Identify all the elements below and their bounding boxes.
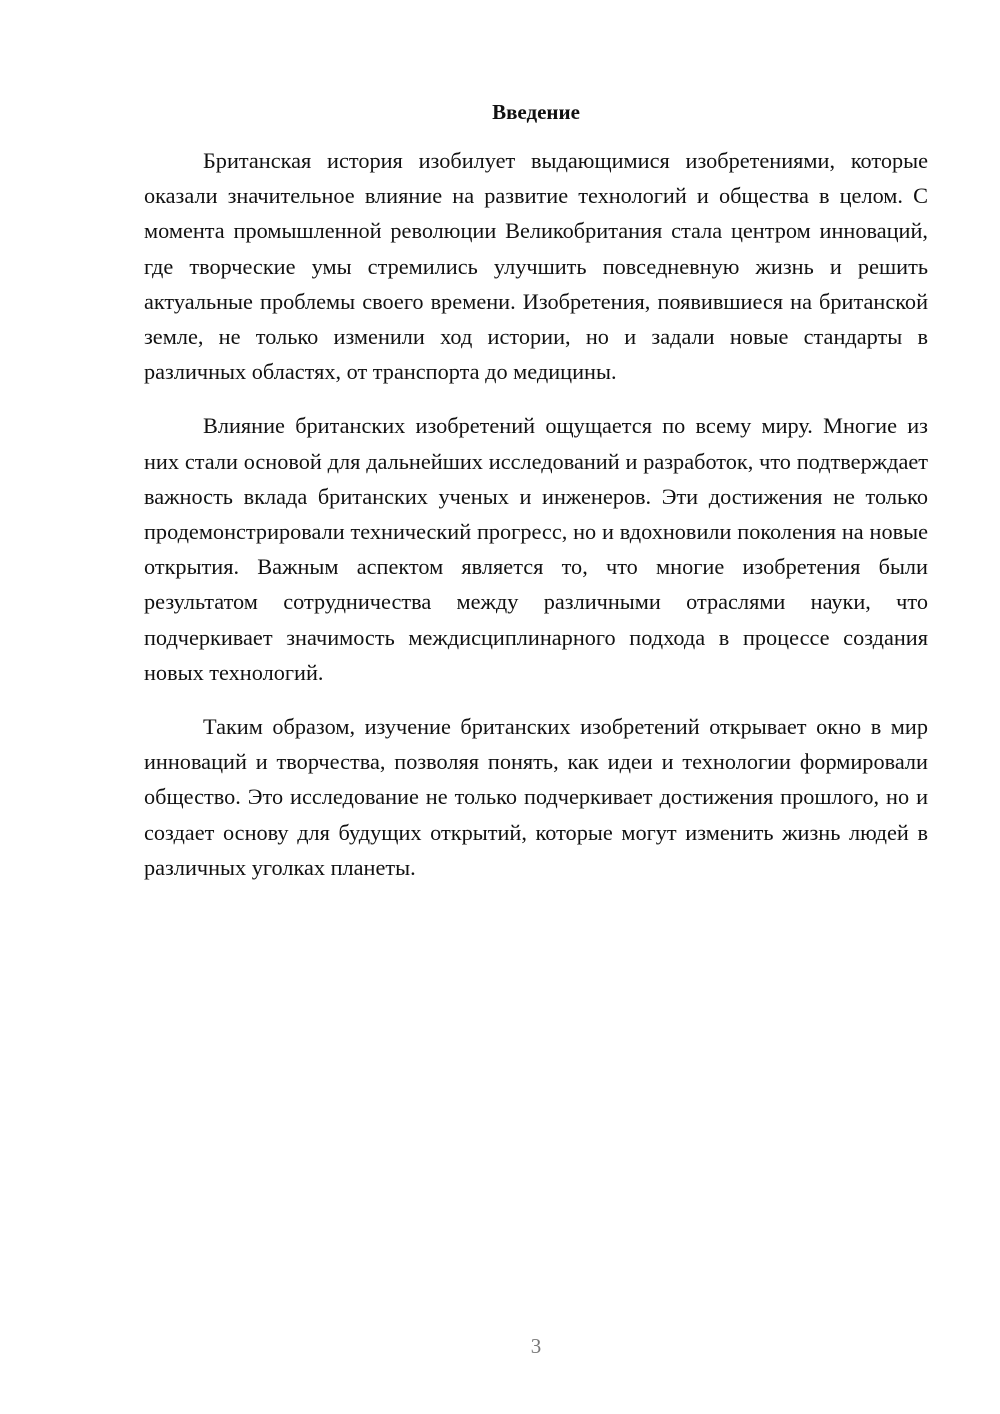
paragraph-3: Таким образом, изучение британских изобретений открывает окно в мир инноваций и творчества, позволяя понять, как идеи и технологии формировали общество. Это исследование не только подчеркивает достижения прошлого, но и создает основу для будущих открытий, которые могут изменить жизнь людей в различных уголках планеты. xyxy=(144,714,928,880)
paragraph-1: Британская история изобилует выдающимися изобретениями, которые оказали значительное влияние на развитие технологий и общества в целом. С момента промышленной революции Великобритания стала центром инноваций, где творческие умы стремились улучшить повседневную жизнь и решить актуальные проблемы своего времени. Изобретения, появившиеся на британской земле, не только изменили ход истории, но и задали новые стандарты в различных областях, от транспорта до медицины. xyxy=(144,148,928,385)
body-text xyxy=(144,143,928,904)
paragraph-2: Влияние британских изобретений ощущается по всему миру. Многие из них стали основой для дальнейших исследований и разработок, что подтверждает важность вклада британских ученых и инженеров. Эти достижения не только продемонстрировали технический прогресс, но и вдохновили поколения на новые открытия. Важным аспектом является то, что многие изобретения были результатом сотрудничества между различными отраслями науки, что подчеркивает значимость междисциплинарного подхода в процессе создания новых технологий. xyxy=(144,413,928,685)
page-number: 3 xyxy=(530,1334,542,1358)
section-title: Введение xyxy=(492,100,580,124)
